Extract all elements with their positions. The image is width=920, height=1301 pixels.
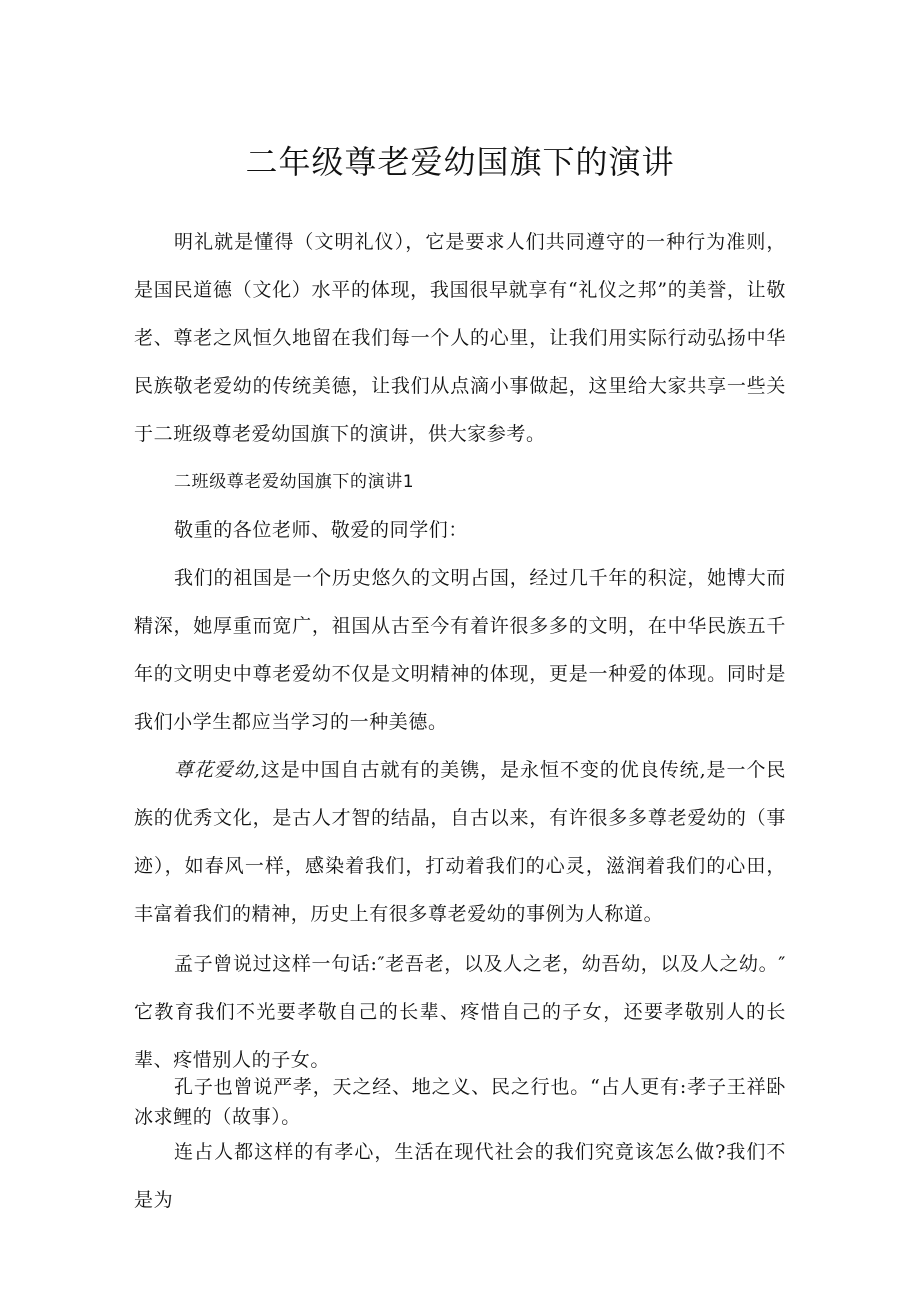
document-title: 二年级尊老爱幼国旗下的演讲 xyxy=(245,143,675,181)
body-paragraph-3: 孟子曾说过这样一句话:″老吾老，以及人之老，幼吾幼，以及人之幼。″它教育我们不光要孝敬自己的长辈、疼惜自己的子女，还要孝敬别人的长辈、疼惜别人的子女。 xyxy=(134,953,786,1071)
greeting-paragraph: 敬重的各位老师、敬爱的同学们： xyxy=(174,519,469,541)
body-paragraph-1: 我们的祖国是一个历史悠久的文明占国，经过几千年的积淀，她博大而精深，她厚重而宽广，祖国从古至今有着许很多多的文明，在中华民族五千年的文明史中尊老爱幼不仅是文明精神的体现，更是一种爱的体现。同时是我们小学生都应当学习的一种美德。 xyxy=(134,567,786,733)
intro-paragraph: 明礼就是懂得（文明礼仪），它是要求人们共同遵守的一种行为准则，是国民道德（文化）水平的体现，我国很早就享有“礼仪之邦”的美誉，让敬老、尊老之风恒久地留在我们每一个人的心里，让我们用实际行动弘扬中华民族敬老爱幼的传统美德，让我们从点滴小事做起，这里给大家共享一些关于二班级尊老爱幼国旗下的演讲，供大家参考。 xyxy=(134,231,786,445)
body-paragraph-4: 孔子也曾说严孝，天之经、地之义、民之行也。“占人更有:孝子王祥卧冰求鲤的（故事）。 xyxy=(134,1076,786,1128)
body-paragraph-2 xyxy=(134,746,786,938)
speech-heading: 二班级尊老爱幼国旗下的演讲1 xyxy=(174,472,415,492)
body-paragraph-5: 连占人都这样的有孝心，生活在现代社会的我们究竟该怎么做?我们不是为 xyxy=(134,1141,786,1211)
body-paragraph-2-text: 这是中国自古就有的美镌，是永恒不变的优良传统,是一个民族的优秀文化，是古人才智的结晶，自古以来，有许很多多尊老爱幼的（事迹），如春风一样，感染着我们，打动着我们的心灵，滋润着我们的心田，丰富着我们的精神，历史上有很多尊老爱幼的事例为人称道。 xyxy=(134,759,786,925)
emphasis-lead: 尊花爱幼, xyxy=(174,759,261,781)
